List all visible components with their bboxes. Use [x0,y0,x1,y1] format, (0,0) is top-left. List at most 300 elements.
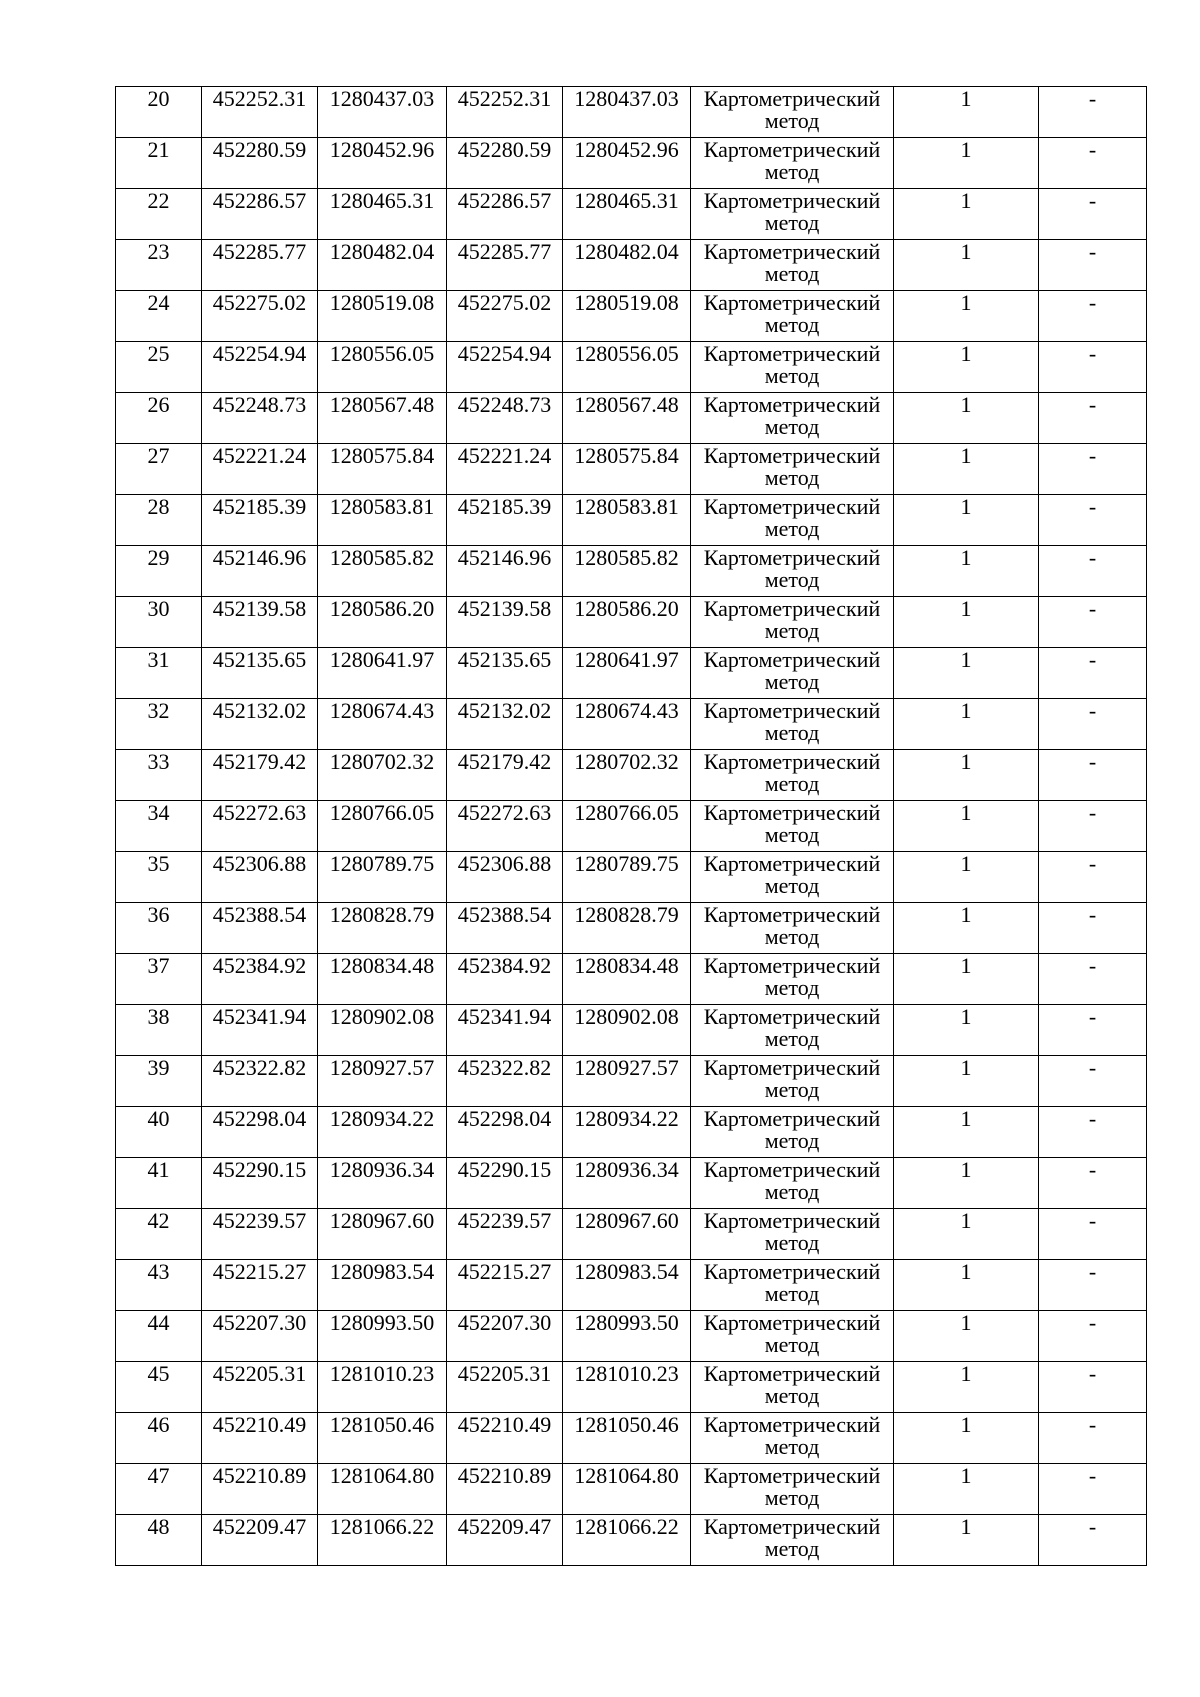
table-row [116,852,1147,903]
method-line-1: Картометрический [703,1106,881,1131]
point-number: 42 [116,1209,202,1260]
method-line-1: Картометрический [703,1361,881,1386]
method-line-2: метод [764,465,820,490]
coord-y-cell: 1280766.05 [563,801,691,852]
note-cell: - [1039,1464,1147,1515]
coord-y-cell: 1280828.79 [563,903,691,954]
coord-y-cell: 1280927.57 [318,1056,447,1107]
coord-x-cell: 452388.54 [202,903,318,954]
table-row [116,87,1147,138]
coord-y-cell: 1280482.04 [563,240,691,291]
table-row [116,240,1147,291]
method-line-1: Картометрический [703,137,881,162]
coord-y-cell: 1280702.32 [563,750,691,801]
coord-x-cell: 452252.31 [447,87,563,138]
accuracy-cell: 1 [894,342,1039,393]
coord-x-cell: 452139.58 [447,597,563,648]
note-cell: - [1039,903,1147,954]
note-cell: - [1039,1311,1147,1362]
coord-y-cell: 1280936.34 [563,1158,691,1209]
accuracy-cell: 1 [894,189,1039,240]
coord-y-cell: 1280702.32 [318,750,447,801]
point-number: 45 [116,1362,202,1413]
method-cell [691,1107,894,1158]
table-row [116,1209,1147,1260]
coord-x-cell: 452221.24 [202,444,318,495]
coord-x-cell: 452290.15 [202,1158,318,1209]
point-number: 37 [116,954,202,1005]
note-cell: - [1039,1413,1147,1464]
point-number: 33 [116,750,202,801]
accuracy-cell: 1 [894,393,1039,444]
note-cell: - [1039,189,1147,240]
coord-y-cell: 1280834.48 [318,954,447,1005]
method-line-2: метод [764,1383,820,1408]
table-row [116,1413,1147,1464]
coord-y-cell: 1281010.23 [563,1362,691,1413]
coord-y-cell: 1280586.20 [318,597,447,648]
coord-y-cell: 1280789.75 [563,852,691,903]
coord-y-cell: 1280585.82 [318,546,447,597]
coord-y-cell: 1280575.84 [563,444,691,495]
point-number: 20 [116,87,202,138]
method-cell [691,1362,894,1413]
note-cell: - [1039,1107,1147,1158]
method-cell [691,1260,894,1311]
coord-y-cell: 1280967.60 [318,1209,447,1260]
coord-x-cell: 452252.31 [202,87,318,138]
accuracy-cell: 1 [894,1107,1039,1158]
coord-x-cell: 452209.47 [447,1515,563,1566]
coord-x-cell: 452210.49 [202,1413,318,1464]
coord-y-cell: 1280583.81 [563,495,691,546]
coord-x-cell: 452205.31 [202,1362,318,1413]
accuracy-cell: 1 [894,1311,1039,1362]
method-line-1: Картометрический [703,647,881,672]
coord-x-cell: 452135.65 [202,648,318,699]
note-cell: - [1039,699,1147,750]
coord-y-cell: 1280902.08 [563,1005,691,1056]
coord-y-cell: 1280437.03 [563,87,691,138]
method-line-1: Картометрический [703,1412,881,1437]
table-row [116,750,1147,801]
coord-x-cell: 452185.39 [202,495,318,546]
coord-x-cell: 452286.57 [447,189,563,240]
point-number: 48 [116,1515,202,1566]
method-line-2: метод [764,1332,820,1357]
coord-y-cell: 1280834.48 [563,954,691,1005]
coord-y-cell: 1280575.84 [318,444,447,495]
method-line-2: метод [764,822,820,847]
point-number: 41 [116,1158,202,1209]
accuracy-cell: 1 [894,1362,1039,1413]
method-cell [691,852,894,903]
point-number: 22 [116,189,202,240]
accuracy-cell: 1 [894,291,1039,342]
point-number: 46 [116,1413,202,1464]
coord-y-cell: 1280586.20 [563,597,691,648]
method-line-2: метод [764,873,820,898]
note-cell: - [1039,801,1147,852]
table-row [116,1515,1147,1566]
coord-x-cell: 452209.47 [202,1515,318,1566]
method-cell [691,1056,894,1107]
coord-x-cell: 452185.39 [447,495,563,546]
coord-y-cell: 1280583.81 [318,495,447,546]
note-cell: - [1039,852,1147,903]
method-cell [691,648,894,699]
method-cell [691,1158,894,1209]
point-number: 34 [116,801,202,852]
coord-y-cell: 1280585.82 [563,546,691,597]
coord-y-cell: 1280674.43 [318,699,447,750]
coord-x-cell: 452215.27 [202,1260,318,1311]
coord-x-cell: 452179.42 [202,750,318,801]
point-number: 44 [116,1311,202,1362]
method-cell [691,291,894,342]
coord-x-cell: 452239.57 [202,1209,318,1260]
table-row [116,1056,1147,1107]
coord-x-cell: 452280.59 [447,138,563,189]
table-body [116,87,1147,1566]
coord-y-cell: 1280519.08 [318,291,447,342]
table-row [116,1260,1147,1311]
coord-x-cell: 452285.77 [202,240,318,291]
method-line-2: метод [764,771,820,796]
note-cell: - [1039,495,1147,546]
coord-y-cell: 1280437.03 [318,87,447,138]
coord-y-cell: 1280766.05 [318,801,447,852]
coord-x-cell: 452221.24 [447,444,563,495]
accuracy-cell: 1 [894,597,1039,648]
method-cell [691,954,894,1005]
method-line-1: Картометрический [703,1157,881,1182]
table-row [116,597,1147,648]
coord-x-cell: 452286.57 [202,189,318,240]
coord-x-cell: 452272.63 [202,801,318,852]
coord-y-cell: 1281064.80 [563,1464,691,1515]
point-number: 39 [116,1056,202,1107]
method-line-1: Картометрический [703,1463,881,1488]
coord-x-cell: 452146.96 [447,546,563,597]
coord-y-cell: 1280674.43 [563,699,691,750]
table-row [116,801,1147,852]
table-row [116,393,1147,444]
coord-y-cell: 1280983.54 [318,1260,447,1311]
method-line-1: Картометрический [703,800,881,825]
accuracy-cell: 1 [894,954,1039,1005]
method-line-2: метод [764,1077,820,1102]
method-line-2: метод [764,669,820,694]
coord-y-cell: 1280452.96 [563,138,691,189]
point-number: 43 [116,1260,202,1311]
coord-x-cell: 452248.73 [447,393,563,444]
accuracy-cell: 1 [894,138,1039,189]
method-line-1: Картометрический [703,86,881,111]
coord-y-cell: 1280983.54 [563,1260,691,1311]
note-cell: - [1039,1158,1147,1209]
coord-x-cell: 452298.04 [447,1107,563,1158]
coord-x-cell: 452341.94 [202,1005,318,1056]
point-number: 35 [116,852,202,903]
coord-y-cell: 1281010.23 [318,1362,447,1413]
table-row [116,495,1147,546]
coord-x-cell: 452306.88 [447,852,563,903]
method-cell [691,444,894,495]
point-number: 26 [116,393,202,444]
coord-y-cell: 1280641.97 [318,648,447,699]
table-row [116,138,1147,189]
table-row [116,291,1147,342]
method-cell [691,546,894,597]
coord-x-cell: 452207.30 [202,1311,318,1362]
method-line-1: Картометрический [703,1259,881,1284]
coord-y-cell: 1280452.96 [318,138,447,189]
accuracy-cell: 1 [894,1464,1039,1515]
coord-y-cell: 1280934.22 [563,1107,691,1158]
coord-y-cell: 1281064.80 [318,1464,447,1515]
method-cell [691,1005,894,1056]
coord-y-cell: 1280789.75 [318,852,447,903]
note-cell: - [1039,138,1147,189]
method-line-1: Картометрический [703,1004,881,1029]
coord-y-cell: 1280902.08 [318,1005,447,1056]
method-cell [691,750,894,801]
method-line-1: Картометрический [703,851,881,876]
coord-x-cell: 452179.42 [447,750,563,801]
coord-y-cell: 1280556.05 [563,342,691,393]
note-cell: - [1039,954,1147,1005]
accuracy-cell: 1 [894,648,1039,699]
accuracy-cell: 1 [894,1209,1039,1260]
coord-y-cell: 1281066.22 [318,1515,447,1566]
note-cell: - [1039,87,1147,138]
accuracy-cell: 1 [894,1158,1039,1209]
method-line-1: Картометрический [703,545,881,570]
method-line-1: Картометрический [703,188,881,213]
method-line-1: Картометрический [703,341,881,366]
method-line-2: метод [764,363,820,388]
method-line-1: Картометрический [703,953,881,978]
accuracy-cell: 1 [894,495,1039,546]
coordinates-table [115,86,1147,1566]
method-line-2: метод [764,1281,820,1306]
method-cell [691,189,894,240]
note-cell: - [1039,1260,1147,1311]
coord-x-cell: 452341.94 [447,1005,563,1056]
table-row [116,699,1147,750]
coord-x-cell: 452384.92 [202,954,318,1005]
method-cell [691,903,894,954]
coord-x-cell: 452298.04 [202,1107,318,1158]
note-cell: - [1039,342,1147,393]
table-row [116,648,1147,699]
table-row [116,903,1147,954]
method-line-2: метод [764,516,820,541]
method-cell [691,699,894,750]
method-line-1: Картометрический [703,1310,881,1335]
point-number: 25 [116,342,202,393]
coord-y-cell: 1280993.50 [563,1311,691,1362]
method-line-2: метод [764,567,820,592]
method-line-2: метод [764,1128,820,1153]
accuracy-cell: 1 [894,852,1039,903]
point-number: 24 [116,291,202,342]
coord-y-cell: 1280936.34 [318,1158,447,1209]
coord-y-cell: 1280934.22 [318,1107,447,1158]
table-row [116,189,1147,240]
coord-y-cell: 1280641.97 [563,648,691,699]
method-cell [691,1413,894,1464]
method-cell [691,342,894,393]
note-cell: - [1039,750,1147,801]
method-line-2: метод [764,1485,820,1510]
note-cell: - [1039,1056,1147,1107]
note-cell: - [1039,1005,1147,1056]
method-line-1: Картометрический [703,290,881,315]
method-line-1: Картометрический [703,698,881,723]
coord-x-cell: 452285.77 [447,240,563,291]
coord-y-cell: 1280482.04 [318,240,447,291]
coord-x-cell: 452254.94 [447,342,563,393]
accuracy-cell: 1 [894,1413,1039,1464]
note-cell: - [1039,648,1147,699]
method-line-2: метод [764,159,820,184]
method-line-1: Картометрический [703,392,881,417]
coord-x-cell: 452322.82 [202,1056,318,1107]
table-row [116,1107,1147,1158]
accuracy-cell: 1 [894,1260,1039,1311]
method-line-2: метод [764,618,820,643]
coord-x-cell: 452207.30 [447,1311,563,1362]
method-cell [691,240,894,291]
point-number: 36 [116,903,202,954]
coord-y-cell: 1280828.79 [318,903,447,954]
point-number: 31 [116,648,202,699]
coord-x-cell: 452322.82 [447,1056,563,1107]
accuracy-cell: 1 [894,546,1039,597]
method-cell [691,1209,894,1260]
coord-x-cell: 452306.88 [202,852,318,903]
coord-x-cell: 452210.89 [202,1464,318,1515]
coord-y-cell: 1280465.31 [318,189,447,240]
accuracy-cell: 1 [894,444,1039,495]
method-line-2: метод [764,1230,820,1255]
note-cell: - [1039,291,1147,342]
method-line-2: метод [764,1536,820,1561]
method-line-2: метод [764,1179,820,1204]
table-row [116,342,1147,393]
table-row [116,1311,1147,1362]
coord-x-cell: 452290.15 [447,1158,563,1209]
accuracy-cell: 1 [894,903,1039,954]
coord-y-cell: 1280993.50 [318,1311,447,1362]
method-line-2: метод [764,924,820,949]
coord-x-cell: 452388.54 [447,903,563,954]
method-cell [691,1464,894,1515]
note-cell: - [1039,1362,1147,1413]
method-line-2: метод [764,1026,820,1051]
point-number: 29 [116,546,202,597]
accuracy-cell: 1 [894,801,1039,852]
coord-x-cell: 452248.73 [202,393,318,444]
point-number: 47 [116,1464,202,1515]
coord-x-cell: 452139.58 [202,597,318,648]
coord-y-cell: 1281066.22 [563,1515,691,1566]
coord-x-cell: 452275.02 [202,291,318,342]
coord-x-cell: 452272.63 [447,801,563,852]
method-line-2: метод [764,975,820,1000]
point-number: 21 [116,138,202,189]
table-row [116,1464,1147,1515]
method-line-2: метод [764,720,820,745]
note-cell: - [1039,444,1147,495]
method-cell [691,597,894,648]
method-cell [691,138,894,189]
coord-x-cell: 452135.65 [447,648,563,699]
accuracy-cell: 1 [894,699,1039,750]
point-number: 38 [116,1005,202,1056]
method-line-2: метод [764,210,820,235]
coord-y-cell: 1280967.60 [563,1209,691,1260]
coord-x-cell: 452275.02 [447,291,563,342]
coord-x-cell: 452132.02 [202,699,318,750]
method-line-2: метод [764,108,820,133]
method-line-2: метод [764,414,820,439]
table-row [116,546,1147,597]
coord-x-cell: 452280.59 [202,138,318,189]
accuracy-cell: 1 [894,750,1039,801]
method-line-1: Картометрический [703,1514,881,1539]
accuracy-cell: 1 [894,1515,1039,1566]
method-line-1: Картометрический [703,239,881,264]
method-cell [691,495,894,546]
coord-x-cell: 452132.02 [447,699,563,750]
method-line-1: Картометрический [703,902,881,927]
coord-y-cell: 1280567.48 [318,393,447,444]
coord-y-cell: 1281050.46 [563,1413,691,1464]
method-cell [691,87,894,138]
point-number: 40 [116,1107,202,1158]
method-line-2: метод [764,1434,820,1459]
method-line-1: Картометрический [703,443,881,468]
coord-x-cell: 452254.94 [202,342,318,393]
note-cell: - [1039,1515,1147,1566]
coord-y-cell: 1280519.08 [563,291,691,342]
coord-y-cell: 1280567.48 [563,393,691,444]
coord-y-cell: 1280556.05 [318,342,447,393]
table-row [116,954,1147,1005]
point-number: 23 [116,240,202,291]
coord-x-cell: 452215.27 [447,1260,563,1311]
coord-x-cell: 452146.96 [202,546,318,597]
note-cell: - [1039,546,1147,597]
coord-x-cell: 452210.89 [447,1464,563,1515]
note-cell: - [1039,240,1147,291]
point-number: 32 [116,699,202,750]
accuracy-cell: 1 [894,240,1039,291]
method-line-2: метод [764,312,820,337]
accuracy-cell: 1 [894,1056,1039,1107]
coord-y-cell: 1280927.57 [563,1056,691,1107]
table-row [116,444,1147,495]
method-line-1: Картометрический [703,1055,881,1080]
method-line-1: Картометрический [703,749,881,774]
table-row [116,1158,1147,1209]
point-number: 27 [116,444,202,495]
note-cell: - [1039,393,1147,444]
note-cell: - [1039,1209,1147,1260]
